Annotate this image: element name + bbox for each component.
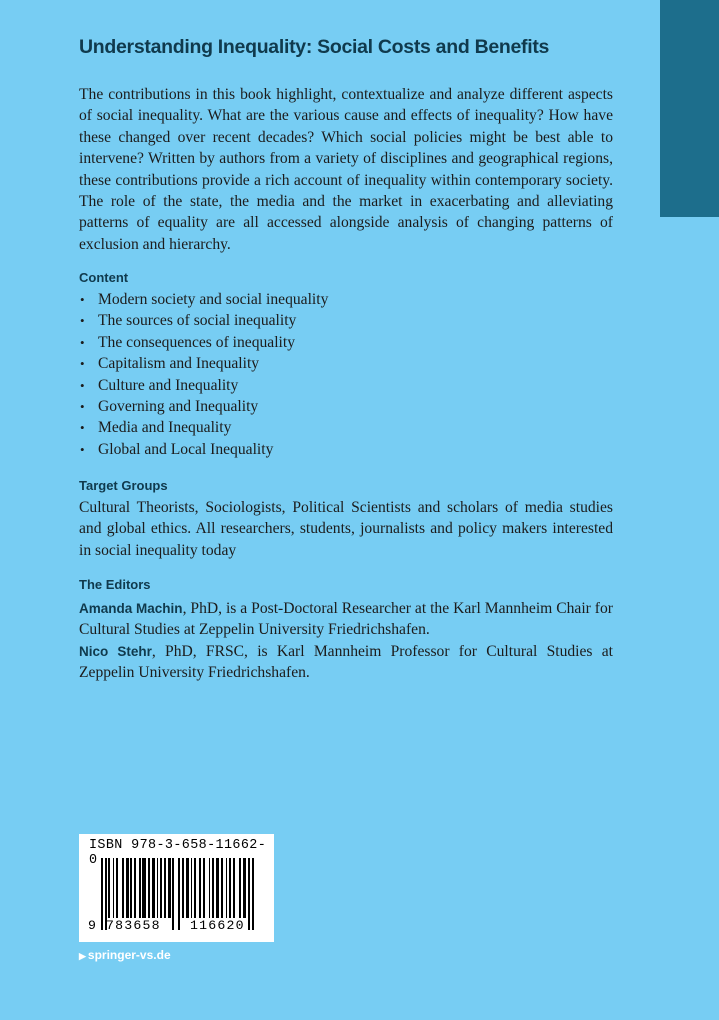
book-title: Understanding Inequality: Social Costs and Benefits (79, 36, 550, 58)
list-item: • Global and Local Inequality (79, 439, 579, 460)
list-item: • Culture and Inequality (79, 375, 579, 396)
barcode-lead-digit: 9 (88, 918, 96, 933)
list-item: • Capitalism and Inequality (79, 353, 579, 374)
list-item: • Media and Inequality (79, 417, 579, 438)
list-item: • The consequences of inequality (79, 332, 579, 353)
editor-name-2: Nico Stehr (79, 644, 152, 659)
book-description: The contributions in this book highlight, contextualize and analyze different aspects of social inequality. What are the various cause and effects of inequality? How have these changed over recent decades? Which social policies might be best able to intervene? Written by authors from a variety of disciplines and geographical regions, these contributions provide a rich account of inequality within contemporary society. The role of the state, the media and the market in exacerbating and alleviating patterns of equality are all accessed alongside analysis of changing patterns of exclusion and hierarchy. (79, 86, 613, 253)
list-item: • The sources of social inequality (79, 310, 579, 331)
editor-text-2: , PhD, FRSC, is Karl Mannheim Professor for Cultural Studies at Zeppelin University Friedrichshafen. (79, 643, 614, 682)
target-groups-heading: Target Groups (79, 478, 168, 493)
isbn-barcode (79, 834, 274, 942)
target-groups-text: Cultural Theorists, Sociologists, Political Scientists and scholars of media studies and global ethics. All researchers, students, journalists and policy makers interested in social inequality today (79, 499, 613, 559)
editor-bio-1 (79, 598, 613, 641)
barcode-digits-left: 783658 (106, 918, 161, 933)
list-item: • Governing and Inequality (79, 396, 579, 417)
content-list (79, 289, 579, 460)
publisher-link-text: springer-vs.de (87, 948, 171, 962)
corner-accent-bar (660, 0, 719, 217)
editor-text-1: , PhD, is a Post-Doctoral Researcher at the Karl Mannheim Chair for Cultural Studies at Zeppelin University Friedrichshafen. (79, 600, 613, 639)
arrow-right-icon: ▶ (79, 951, 86, 961)
isbn-label: ISBN 978-3-658-11662-0 (89, 838, 267, 868)
content-heading: Content (79, 270, 129, 285)
barcode-digits-right: 116620 (190, 918, 245, 933)
editor-name-1: Amanda Machin (79, 601, 183, 616)
list-item: • Modern society and social inequality (79, 289, 579, 310)
publisher-link[interactable] (79, 948, 171, 962)
editors-heading: The Editors (79, 577, 151, 592)
editor-bio-2 (79, 641, 613, 684)
